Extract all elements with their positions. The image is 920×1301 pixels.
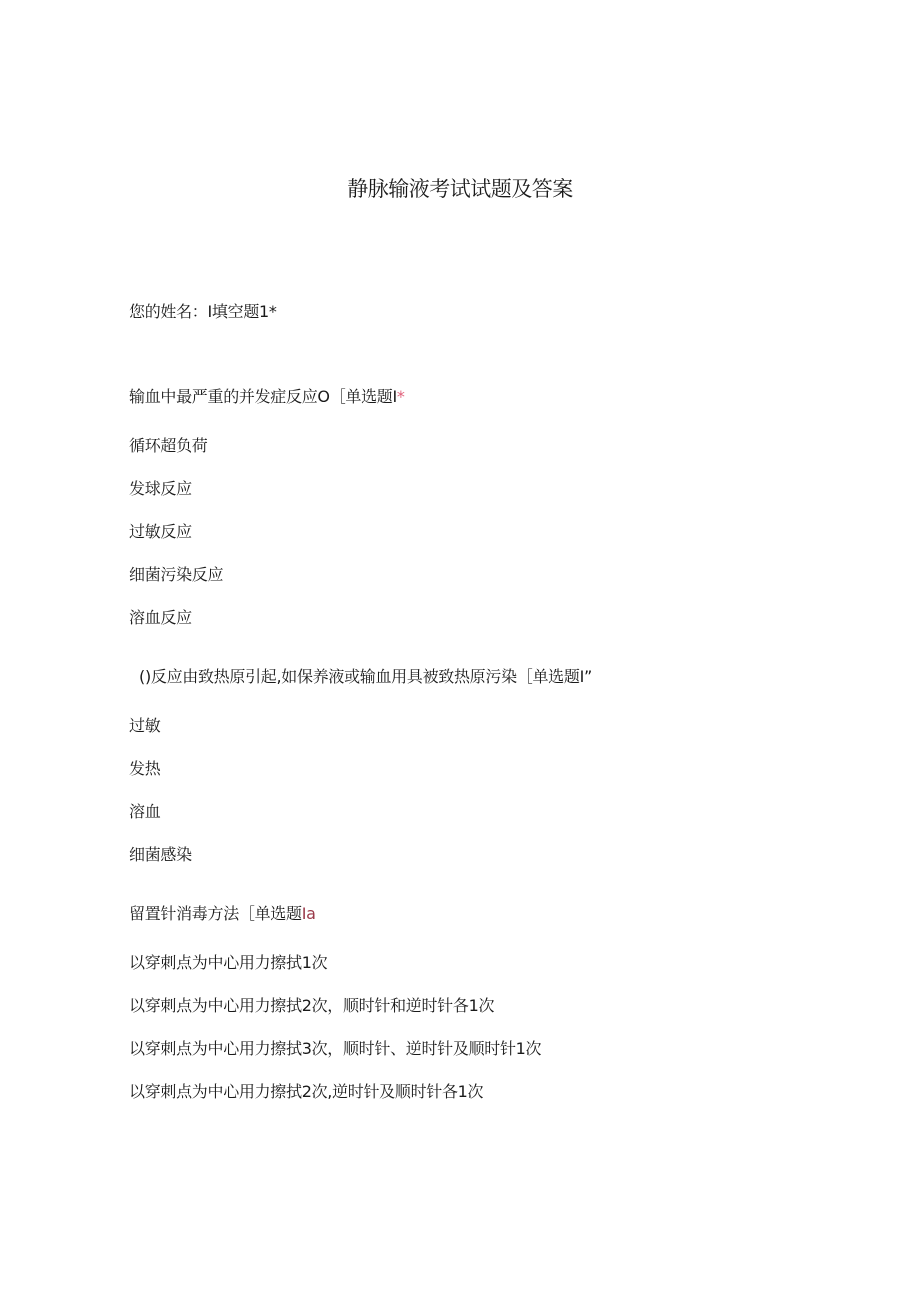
question-text: 输血中最严重的并发症反应O［单选题I bbox=[129, 387, 397, 406]
document-title: 静脉输液考试试题及答案 bbox=[347, 177, 573, 201]
question-3 bbox=[129, 903, 316, 925]
q3-option-1[interactable]: 以穿刺点为中心用力擦拭1次 bbox=[129, 953, 328, 972]
q1-option-5[interactable]: 溶血反应 bbox=[129, 608, 192, 627]
q2-option-1[interactable]: 过敏 bbox=[129, 716, 161, 735]
q1-option-3[interactable]: 过敏反应 bbox=[129, 522, 192, 541]
q2-option-2[interactable]: 发热 bbox=[129, 759, 161, 778]
question-text: 留置针消毒方法［单选题 bbox=[129, 904, 302, 923]
question-name bbox=[129, 301, 277, 323]
q3-option-3[interactable]: 以穿刺点为中心用力擦拭3次，顺时针、逆时针及顺时针1次 bbox=[129, 1039, 542, 1058]
q1-option-1[interactable]: 循环超负荷 bbox=[129, 436, 208, 455]
q2-option-3[interactable]: 溶血 bbox=[129, 802, 161, 821]
question-1 bbox=[129, 386, 405, 408]
q1-option-2[interactable]: 发球反应 bbox=[129, 479, 192, 498]
question-2 bbox=[139, 666, 592, 688]
q1-option-4[interactable]: 细菌污染反应 bbox=[129, 565, 224, 584]
question-text: ()反应由致热原引起,如保养液或输血用具被致热原污染［单选题I” bbox=[139, 667, 592, 686]
q2-option-4[interactable]: 细菌感染 bbox=[129, 845, 192, 864]
q3-option-4[interactable]: 以穿刺点为中心用力擦拭2次,逆时针及顺时针各1次 bbox=[129, 1082, 484, 1101]
question-text: 您的姓名：I填空题1* bbox=[129, 302, 277, 321]
required-mark: * bbox=[396, 387, 405, 406]
question-mark: Ia bbox=[301, 904, 316, 923]
q3-option-2[interactable]: 以穿刺点为中心用力擦拭2次，顺时针和逆时针各1次 bbox=[129, 996, 495, 1015]
